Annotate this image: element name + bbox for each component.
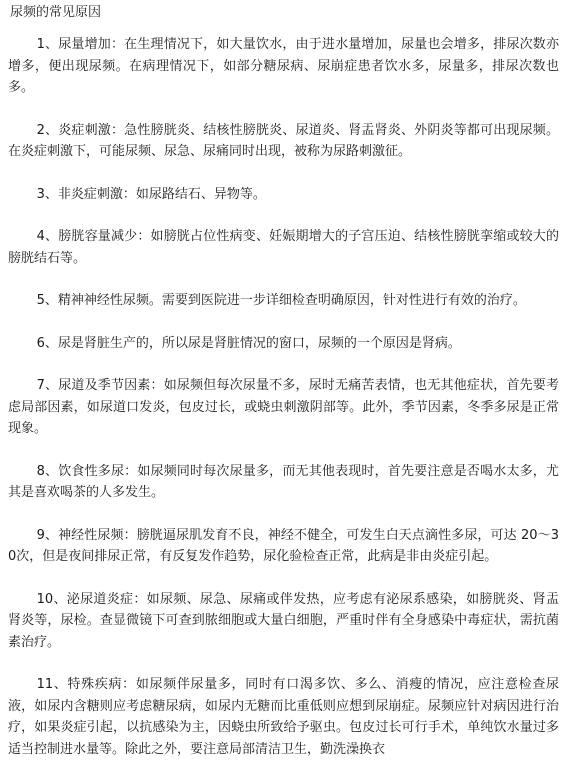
paragraph-7: 7、尿道及季节因素：如尿频但每次尿量不多，尿时无痛苦表情，也无其他症状，首先要考虑局部因素，如尿道口发炎，包皮过长，或蛲虫刺激阴部等。此外，季节因素，冬季多尿是正常现象。 (8, 378, 559, 436)
paragraph-4: 4、膀胱容量减少：如膀胱占位性病变、妊娠期增大的子宫压迫、结核性膀胱挛缩或较大的膀胱结石等。 (8, 229, 559, 266)
paragraph-2: 2、炎症刺激：急性膀胱炎、结核性膀胱炎、尿道炎、肾盂肾炎、外阴炎等都可出现尿频。在炎症刺激下，可能尿频、尿急、尿痛同时出现，被称为尿路刺激征。 (8, 122, 559, 159)
paragraph-3: 3、非炎症刺激：如尿路结石、异物等。 (36, 186, 266, 202)
paragraph-5: 5、精神神经性尿频。需要到医院进一步详细检查明确原因，针对性进行有效的治疗。 (36, 293, 526, 308)
paragraph-10: 10、泌尿道炎症：如尿频、尿急、尿痛或伴发热，应考虑有泌尿系感染，如膀胱炎、肾盂肾炎等，尿检。查显微镜下可查到脓细胞或大量白细胞，严重时伴有全身感染中毒症状，需抗菌素治疗。 (8, 591, 559, 650)
paragraph-6: 6、尿是肾脏生产的，所以尿是肾脏情况的窗口，尿频的一个原因是肾病。 (36, 335, 461, 351)
paragraph-1: 1、尿量增加：在生理情况下，如大量饮水，由于进水量增加，尿量也会增多，排尿次数亦增多，便出现尿频。在病理情况下，如部分糖尿病、尿崩症患者饮水多，尿量多，排尿次数也多。 (8, 37, 559, 95)
paragraph-11: 11、特殊疾病：如尿频伴尿量多，同时有口渴多饮、多么、消瘦的情况，应注意检查尿液，如尿内含糖则应考虑糖尿病，如尿内无糖而比重低则应想到尿崩症。尿频应针对病因进行治疗，如果炎症引起，以抗感染为主，因蛲虫所致给予驱虫。包皮过长可行手术，单纯饮水量过多适当控制进水量等。除此之外，要注意局部清洁卫生，勤洗澡换衣 (8, 677, 559, 757)
paragraph-8: 8、饮食性多尿：如尿频同时每次尿量多，而无其他表现时，首先要注意是否喝水太多，尤其是喜欢喝茶的人多发生。 (8, 463, 559, 500)
document-title: 尿频的常见原因 (10, 5, 102, 20)
paragraph-9: 9、神经性尿频：膀胱逼尿肌发育不良，神经不健全，可发生白天点滴性多尿，可达 20～30次，但是夜间排尿正常，有反复发作趋势，尿化验检查正常，此病是非由炎症引起。 (8, 527, 559, 564)
